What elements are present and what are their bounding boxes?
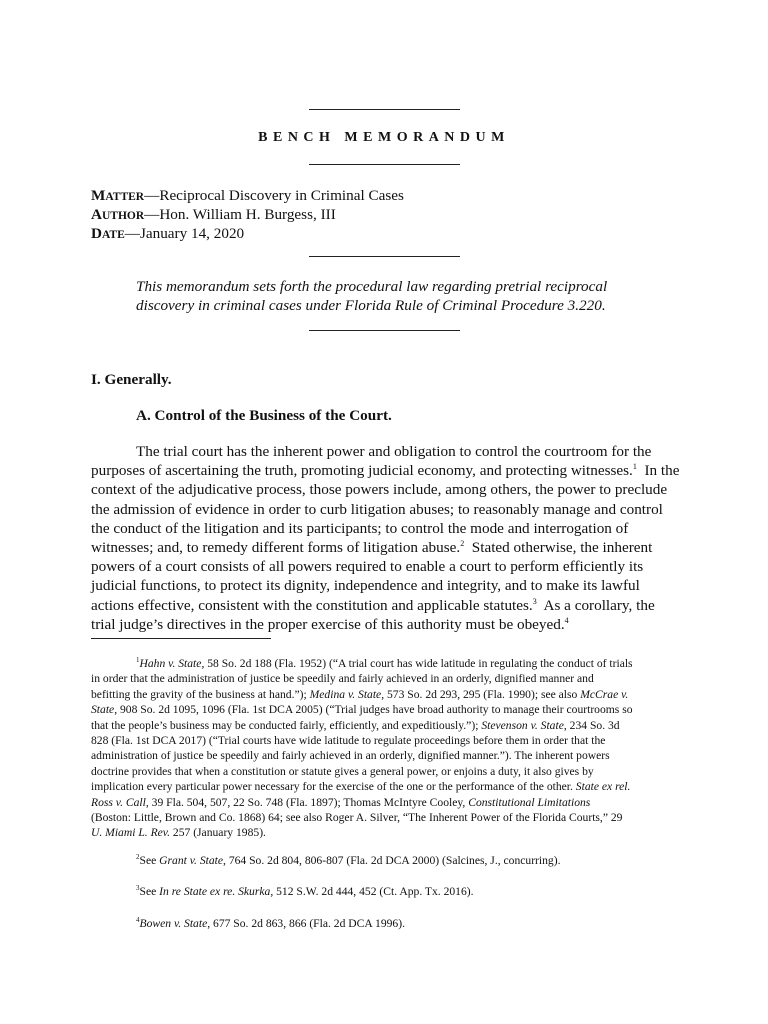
body-paragraph (91, 442, 680, 634)
footnote-text: , 764 So. 2d 804, 806-807 (Fla. 2d DCA 2000) (Salcines, J., concurring). (223, 854, 561, 867)
footnote-line (91, 718, 691, 733)
body-line (91, 538, 651, 557)
footnote-line: doctrine provides that when a constitution or statute gives a general power, or enjoins a duty, it also gives by (91, 764, 594, 778)
date-label-first: D (91, 225, 102, 242)
matter-label-first: M (91, 187, 106, 204)
date-label-rest: ATE (101, 229, 125, 241)
footnote-line (91, 687, 691, 702)
section-heading: I. Generally. (91, 371, 172, 388)
case-name: Bowen v. State (139, 917, 208, 930)
footnote-ref-1[interactable]: 1 (632, 462, 637, 472)
body-text: actions effective, consistent with the constitution and applicable statutes. (91, 596, 533, 614)
footnote-2 (91, 853, 691, 868)
body-text: trial judge’s directives in the proper exercise of this authority must be obeyed. (91, 615, 565, 633)
footnote-text: See (139, 885, 160, 898)
body-line (91, 461, 680, 480)
footnote-line (91, 916, 691, 931)
document-title: BENCH MEMORANDUM (258, 130, 510, 145)
footnote-text: , 234 So. 3d (563, 718, 620, 732)
body-line: the admission of evidence in order to curb litigation abuses; to reasonably manage and control (91, 500, 663, 518)
footnote-ref-4[interactable]: 4 (564, 615, 569, 625)
body-line: powers of a court consists of all powers required to enable a court to perform efficiently its (91, 558, 644, 576)
abstract (136, 277, 636, 315)
footnote-line: in order that the administration of justice be speedily and fairly achieved in an orderly, dignified manner and (91, 672, 594, 686)
footnote-mark: 4 (136, 916, 140, 925)
footnote-mark: 2 (136, 853, 140, 862)
body-text: witnesses; and, to remedy different forms of litigation abuse. (91, 539, 461, 557)
body-text: In the (644, 462, 680, 480)
footnote-text: befitting the gravity of the business at hand.”); (91, 687, 310, 701)
footnote-3 (91, 884, 691, 899)
abstract-rule (309, 330, 460, 331)
title-rule-top (309, 109, 460, 110)
footnote-line: (Boston: Little, Brown and Co. 1868) 64; see also Roger A. Silver, “The Inherent Power of the Florida Courts,” 29 (91, 811, 623, 825)
body-line (91, 596, 655, 615)
author-label-rest: UTHOR (101, 210, 145, 222)
footnote-line (91, 702, 691, 717)
footnote-ref-3[interactable]: 3 (532, 596, 537, 606)
body-text: purposes of ascertaining the truth, promoting judicial economy, and protecting witnesses. (91, 462, 633, 480)
footnote-ref-2[interactable]: 2 (460, 538, 465, 548)
body-line: The trial court has the inherent power and obligation to control the courtroom for the (136, 443, 652, 460)
footnote-text: , 908 So. 2d 1095, 1096 (Fla. 1st DCA 2005) (“Trial judges have broad authority to manage their courtrooms so (114, 703, 633, 717)
footnote-mark: 3 (136, 884, 140, 893)
footnote-line: administration of justice be speedily and fairly achieved in an orderly, dignified manner.”). The inherent powers (91, 749, 610, 763)
footnote-1 (91, 656, 691, 841)
footnote-4 (91, 916, 691, 931)
footnote-text: See (139, 854, 160, 867)
body-line: judicial functions, to protect its dignity, independence and integrity, and to make its lawful (91, 577, 640, 595)
footnote-text: , 39 Fla. 504, 507, 22 So. 748 (Fla. 1897); Thomas McIntyre Cooley, (145, 795, 469, 809)
footnote-text: , 512 S.W. 2d 444, 452 (Ct. App. Tx. 2016). (270, 885, 474, 898)
body-line (91, 615, 651, 634)
case-name: State (91, 703, 115, 717)
abstract-line: discovery in criminal cases under Florida Rule of Criminal Procedure 3.220. (136, 297, 606, 314)
footnote-text: , 573 So. 2d 293, 295 (Fla. 1990); see also (381, 687, 581, 701)
footnote-line (91, 795, 691, 810)
footnote-line (91, 825, 691, 840)
case-name: Ross v. Call (91, 795, 146, 809)
matter-value: —Reciprocal Discovery in Criminal Cases (144, 187, 404, 204)
footnote-separator (91, 638, 271, 639)
footnote-text: implication every particular power necessary for the exercise of the one or the performance of the other. (91, 780, 576, 794)
footnote-line (91, 853, 691, 868)
case-name: In re State ex re. Skurka (159, 885, 271, 898)
footnote-text: 257 (January 1985). (170, 826, 266, 840)
subsection-heading: A. Control of the Business of the Court. (136, 407, 392, 424)
date-value: —January 14, 2020 (124, 225, 245, 242)
body-line: the conduct of the litigation and its participants; to control the mode and interrogation of (91, 519, 629, 537)
title-rule-bottom (309, 164, 460, 165)
meta-rule (309, 256, 460, 257)
journal-name: U. Miami L. Rev. (91, 826, 170, 840)
body-text: Stated otherwise, the inherent (471, 539, 653, 557)
footnote-text: , 58 So. 2d 188 (Fla. 1952) (“A trial court has wide latitude in regulating the conduct of trials (201, 657, 633, 670)
case-name: Grant v. State (159, 854, 224, 867)
book-title: Constitutional Limitations (468, 795, 591, 809)
case-name: Stevenson v. State (481, 718, 564, 732)
body-line: context of the adjudicative process, those powers include, among others, the power to preclude (91, 481, 668, 499)
matter-line (91, 186, 404, 207)
footnote-mark: 1 (136, 656, 140, 665)
footnote-text: , 677 So. 2d 863, 866 (Fla. 2d DCA 1996). (207, 917, 405, 930)
footnote-text: that the people’s business may be conducted fairly, efficiently, and expeditiously.”); (91, 718, 482, 732)
author-label-first: A (91, 206, 102, 223)
footnote-line (91, 884, 691, 899)
author-value: —Hon. William H. Burgess, III (144, 206, 336, 223)
case-name: Medina v. State (309, 687, 382, 701)
author-line (91, 205, 336, 226)
abstract-line: This memorandum sets forth the procedural law regarding pretrial reciprocal (136, 278, 608, 295)
date-line (91, 224, 244, 245)
case-name: Hahn v. State (139, 657, 202, 670)
case-name: McCrae v. (580, 687, 629, 701)
footnote-line: 828 (Fla. 1st DCA 2017) (“Trial courts have wide latitude to regulate proceedings before them in order that the (91, 734, 606, 748)
footnote-line (91, 656, 691, 671)
matter-label-rest: ATTER (105, 191, 145, 203)
footnote-line (91, 779, 691, 794)
body-text: As a corollary, the (543, 596, 655, 614)
case-name: State ex rel. (575, 780, 631, 794)
